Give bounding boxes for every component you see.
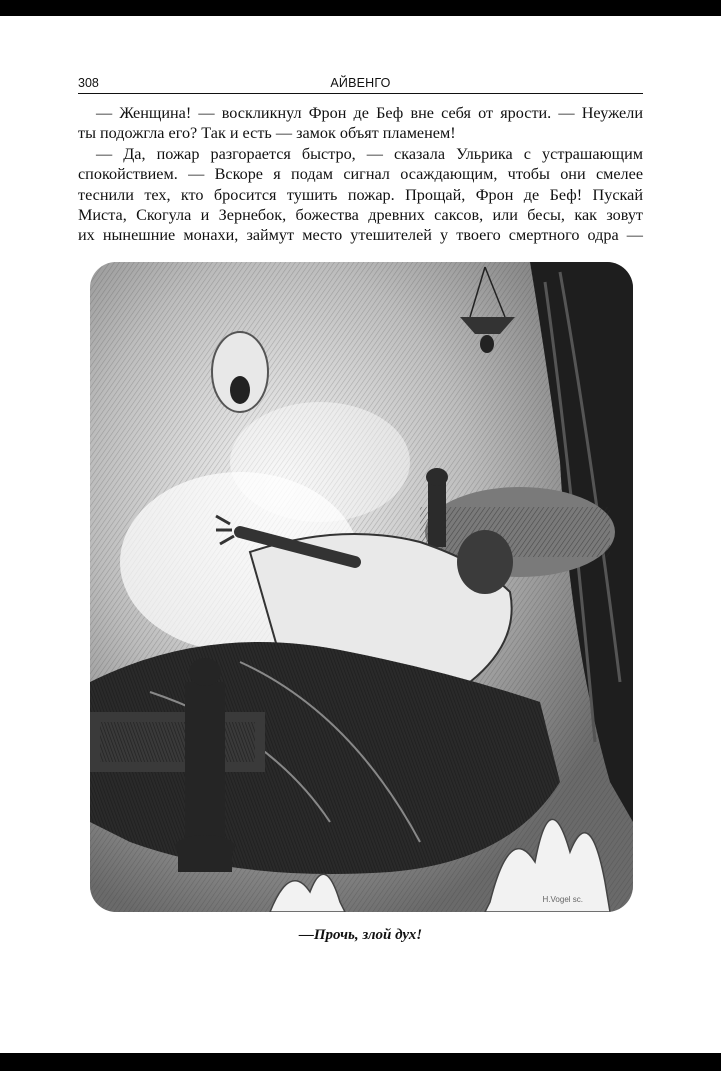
header-rule (78, 93, 643, 94)
book-title: АЙВЕНГО (330, 76, 391, 90)
body-text (78, 103, 643, 246)
engraving-artwork (90, 262, 633, 912)
engraving-illustration (90, 262, 633, 912)
bedpost-front (185, 682, 225, 842)
figure-head (457, 530, 513, 594)
running-header (78, 76, 643, 92)
text-line: Миста, Скогула и Зернебок, божества древних саксов, или бесы, как зовут (78, 206, 643, 225)
text-line: их нынешние монахи, займут место утешителей у твоего смертного одра — (78, 226, 643, 245)
illustration-caption: —Прочь, злой дух! (298, 927, 423, 943)
text-line: теснили тех, кто бросится тушить пожар. Прощай, Фрон де Беф! Пускай (78, 185, 643, 204)
text-line: — Женщина! — воскликнул Фрон де Беф вне себя от ярости. — Неужели (96, 104, 643, 122)
text-line: — Да, пожар разгорается быстро, — сказала Ульрика с устрашающим (96, 144, 643, 163)
bottom-black-border (0, 1053, 721, 1071)
top-black-border (0, 0, 721, 16)
bedpost-back (428, 477, 446, 547)
page-number: 308 (78, 76, 99, 90)
engraver-signature: H.Vogel sc. (542, 895, 583, 904)
text-line: ты подожгла его? Так и есть — замок объят пламенем! (78, 124, 456, 143)
text-line: спокойствием. — Вскоре я подам сигнал осаждающим, чтобы они смелее (78, 165, 643, 184)
